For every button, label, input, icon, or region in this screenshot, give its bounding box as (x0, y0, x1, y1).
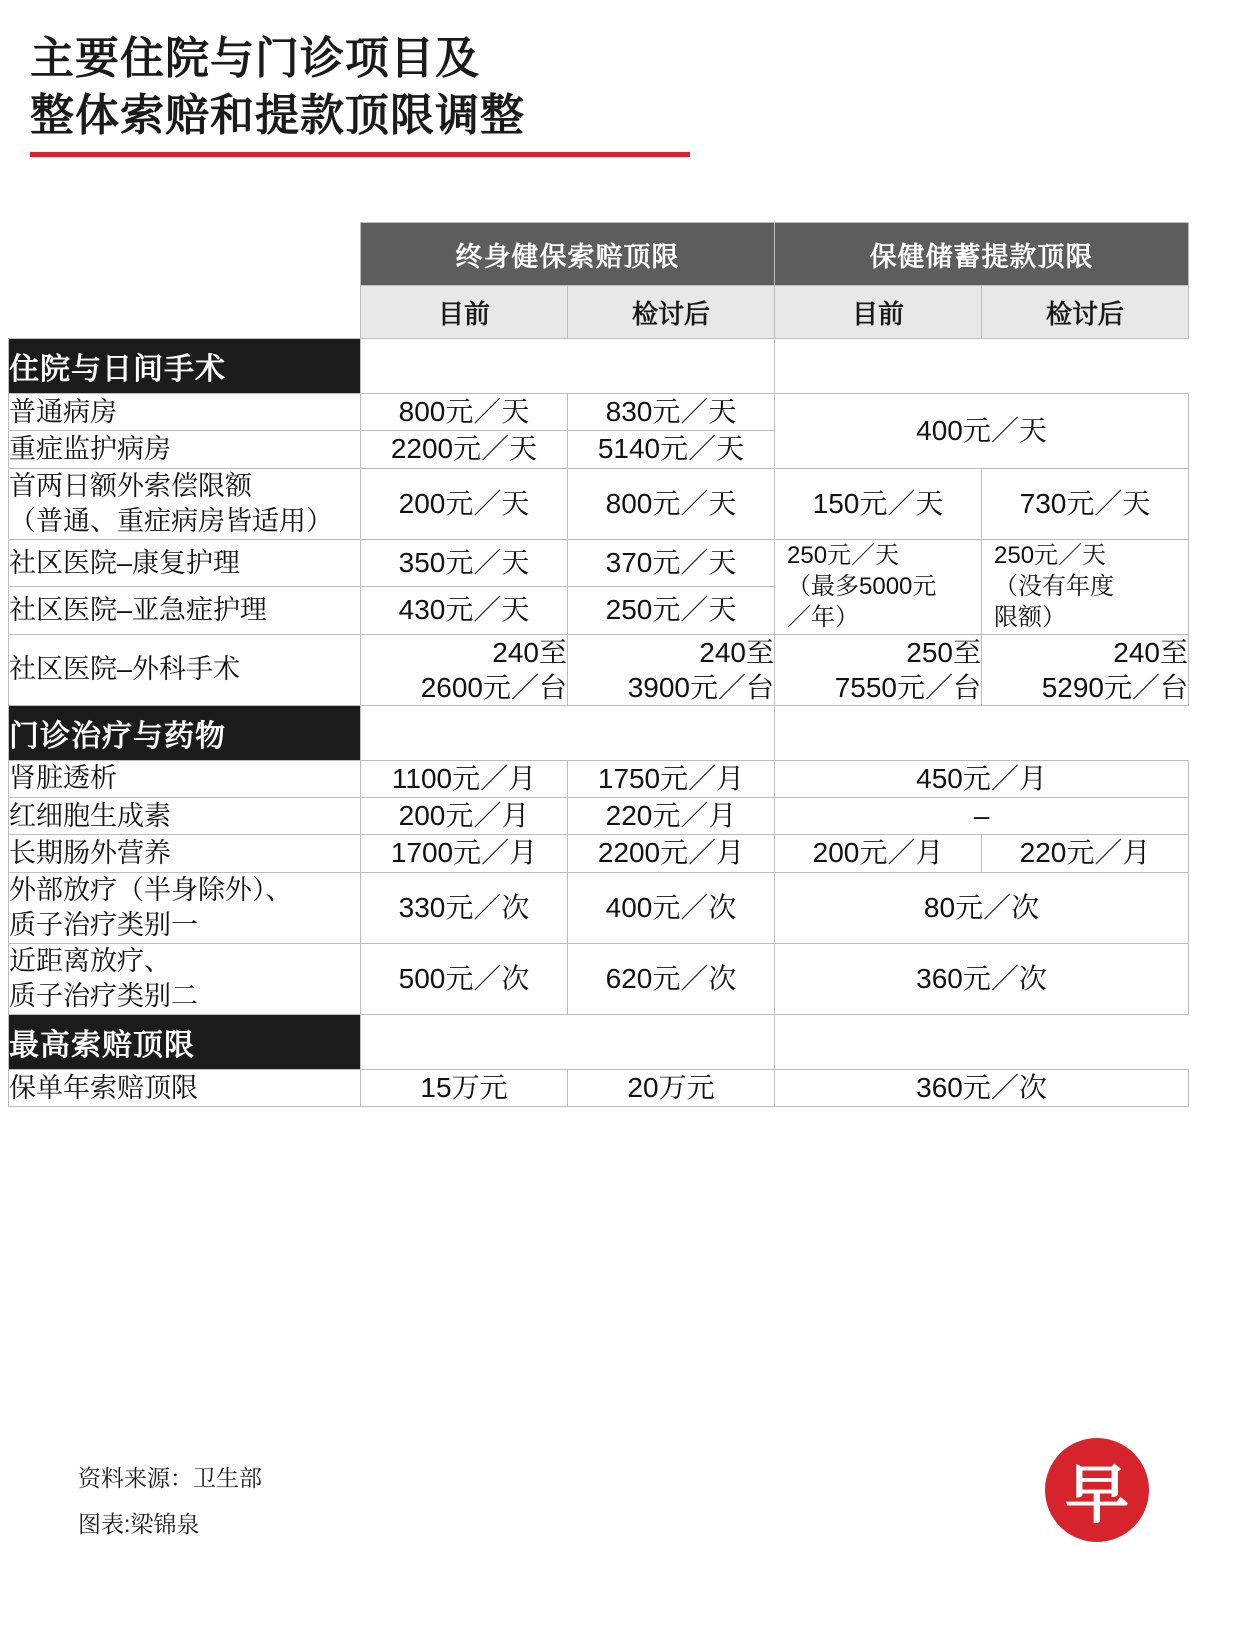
section-filler (982, 339, 1189, 394)
table-row (9, 760, 1189, 797)
cell-value: 220元／月 (568, 797, 775, 834)
cell-value (568, 634, 775, 705)
cell-value (361, 634, 568, 705)
header-sub-current-1: 目前 (361, 286, 568, 339)
cell-value: 250元／天 (568, 587, 775, 634)
cell-value: 1700元／月 (361, 835, 568, 872)
cell-value: 150元／天 (775, 468, 982, 539)
row-label-community-subacute: 社区医院–亚急症护理 (9, 587, 361, 634)
cell-value: 620元／次 (568, 943, 775, 1014)
section-title-max-claim: 最高索赔顶限 (9, 1015, 361, 1070)
cell-line-1: 250元／天 (994, 541, 1107, 569)
cell-value: 730元／天 (982, 468, 1189, 539)
section-header-inpatient (9, 339, 1189, 394)
row-label-first-two-days (9, 468, 361, 539)
table-row (9, 872, 1189, 943)
cell-value: 370元／天 (568, 539, 775, 586)
header-spacer (9, 223, 361, 286)
cell-line-1: 240至 (1113, 636, 1188, 668)
row-label-normal-ward: 普通病房 (9, 394, 361, 431)
cell-value: 1100元／月 (361, 760, 568, 797)
row-label-line-1: 首两日额外索偿限额 (9, 470, 252, 501)
table-row (9, 539, 1189, 586)
cell-value: 1750元／月 (568, 760, 775, 797)
section-filler (361, 705, 568, 760)
cell-value: 15万元 (361, 1070, 568, 1107)
cell-value (775, 634, 982, 705)
section-filler (568, 1015, 775, 1070)
header-sub-revised-1: 检讨后 (568, 286, 775, 339)
cell-value-merged: – (775, 797, 1189, 834)
cell-line-1: 240至 (699, 636, 774, 668)
page-title (30, 30, 930, 157)
row-label-community-surgery: 社区医院–外科手术 (9, 634, 361, 705)
row-label-external-radiotherapy (9, 872, 361, 943)
cell-line-2: （没有年度 (994, 573, 1114, 601)
section-title-outpatient: 门诊治疗与药物 (9, 705, 361, 760)
cell-value: 2200元／月 (568, 835, 775, 872)
section-filler (982, 1015, 1189, 1070)
table-row (9, 468, 1189, 539)
cell-value: 2200元／天 (361, 431, 568, 468)
section-header-max-claim (9, 1015, 1189, 1070)
table-row (9, 797, 1189, 834)
cell-line-1: 250至 (906, 636, 981, 668)
row-label-line-1: 外部放疗（半身除外）、 (9, 874, 293, 905)
row-label-epo: 红细胞生成素 (9, 797, 361, 834)
section-filler (361, 339, 568, 394)
table-row (9, 835, 1189, 872)
cell-value: 200元／月 (775, 835, 982, 872)
table-sub-header-row (9, 286, 1189, 339)
cell-line-2: （最多5000元 (787, 573, 937, 601)
row-label-brachytherapy (9, 943, 361, 1014)
section-filler (568, 705, 775, 760)
header-group-medisave: 保健储蓄提款顶限 (775, 223, 1189, 286)
cell-line-2: 7550元／台 (834, 671, 981, 703)
row-label-line-1: 近距离放疗、 (9, 945, 171, 976)
cell-line-2: 3900元／台 (627, 671, 774, 703)
section-filler (775, 339, 982, 394)
header-sub-revised-2: 检讨后 (982, 286, 1189, 339)
cell-value-merged (982, 539, 1189, 634)
section-filler (775, 705, 982, 760)
section-filler (982, 705, 1189, 760)
row-label-dialysis: 肾脏透析 (9, 760, 361, 797)
header-spacer-2 (9, 286, 361, 339)
title-line-1: 主要住院与门诊项目及 (30, 34, 480, 83)
footer-credit: 图表:梁锦泉 (78, 1511, 200, 1537)
title-line-2: 整体索赔和提款顶限调整 (30, 91, 525, 141)
cell-value-merged: 450元／月 (775, 760, 1189, 797)
cell-value: 800元／天 (361, 394, 568, 431)
title-underline (30, 152, 690, 157)
header-sub-current-2: 目前 (775, 286, 982, 339)
cell-value (982, 634, 1189, 705)
row-label-policy-year-limit: 保单年索赔顶限 (9, 1070, 361, 1107)
section-filler (775, 1015, 982, 1070)
section-header-outpatient (9, 705, 1189, 760)
table-row (9, 634, 1189, 705)
table-group-header-row (9, 223, 1189, 286)
cell-value: 330元／次 (361, 872, 568, 943)
row-label-icu: 重症监护病房 (9, 431, 361, 468)
section-title-inpatient: 住院与日间手术 (9, 339, 361, 394)
cell-line-1: 240至 (492, 636, 567, 668)
cell-value: 200元／月 (361, 797, 568, 834)
section-filler (361, 1015, 568, 1070)
row-label-community-rehab: 社区医院–康复护理 (9, 539, 361, 586)
header-group-medishield: 终身健保索赔顶限 (361, 223, 775, 286)
cell-value-merged: 80元／次 (775, 872, 1189, 943)
cell-value: 400元／次 (568, 872, 775, 943)
row-label-parenteral-nutrition: 长期肠外营养 (9, 835, 361, 872)
row-label-line-2: （普通、重症病房皆适用） (9, 505, 333, 536)
table-row (9, 1070, 1189, 1107)
claim-limits-table (8, 222, 1243, 1107)
cell-value-merged: 400元／天 (775, 394, 1189, 469)
cell-line-1: 250元／天 (787, 541, 900, 569)
cell-line-3: ／年） (787, 604, 859, 632)
cell-value: 200元／天 (361, 468, 568, 539)
cell-value: 500元／次 (361, 943, 568, 1014)
cell-value: 830元／天 (568, 394, 775, 431)
cell-line-2: 2600元／台 (420, 671, 567, 703)
cell-value: 350元／天 (361, 539, 568, 586)
row-label-line-2: 质子治疗类别二 (9, 980, 198, 1011)
cell-value: 220元／月 (982, 835, 1189, 872)
cell-value-merged: 360元／次 (775, 1070, 1189, 1107)
table-row (9, 394, 1189, 431)
cell-value: 800元／天 (568, 468, 775, 539)
cell-value-merged: 360元／次 (775, 943, 1189, 1014)
footer-source: 资料来源：卫生部 (78, 1465, 262, 1491)
cell-value-merged (775, 539, 982, 634)
cell-line-2: 5290元／台 (1041, 671, 1188, 703)
cell-value: 20万元 (568, 1070, 775, 1107)
table-row (9, 943, 1189, 1014)
publication-logo: 早 (1045, 1438, 1149, 1542)
cell-value: 430元／天 (361, 587, 568, 634)
footer-credits (78, 1455, 262, 1547)
row-label-line-2: 质子治疗类别一 (9, 909, 198, 940)
cell-line-3: 限额） (994, 604, 1066, 632)
cell-value: 5140元／天 (568, 431, 775, 468)
section-filler (568, 339, 775, 394)
